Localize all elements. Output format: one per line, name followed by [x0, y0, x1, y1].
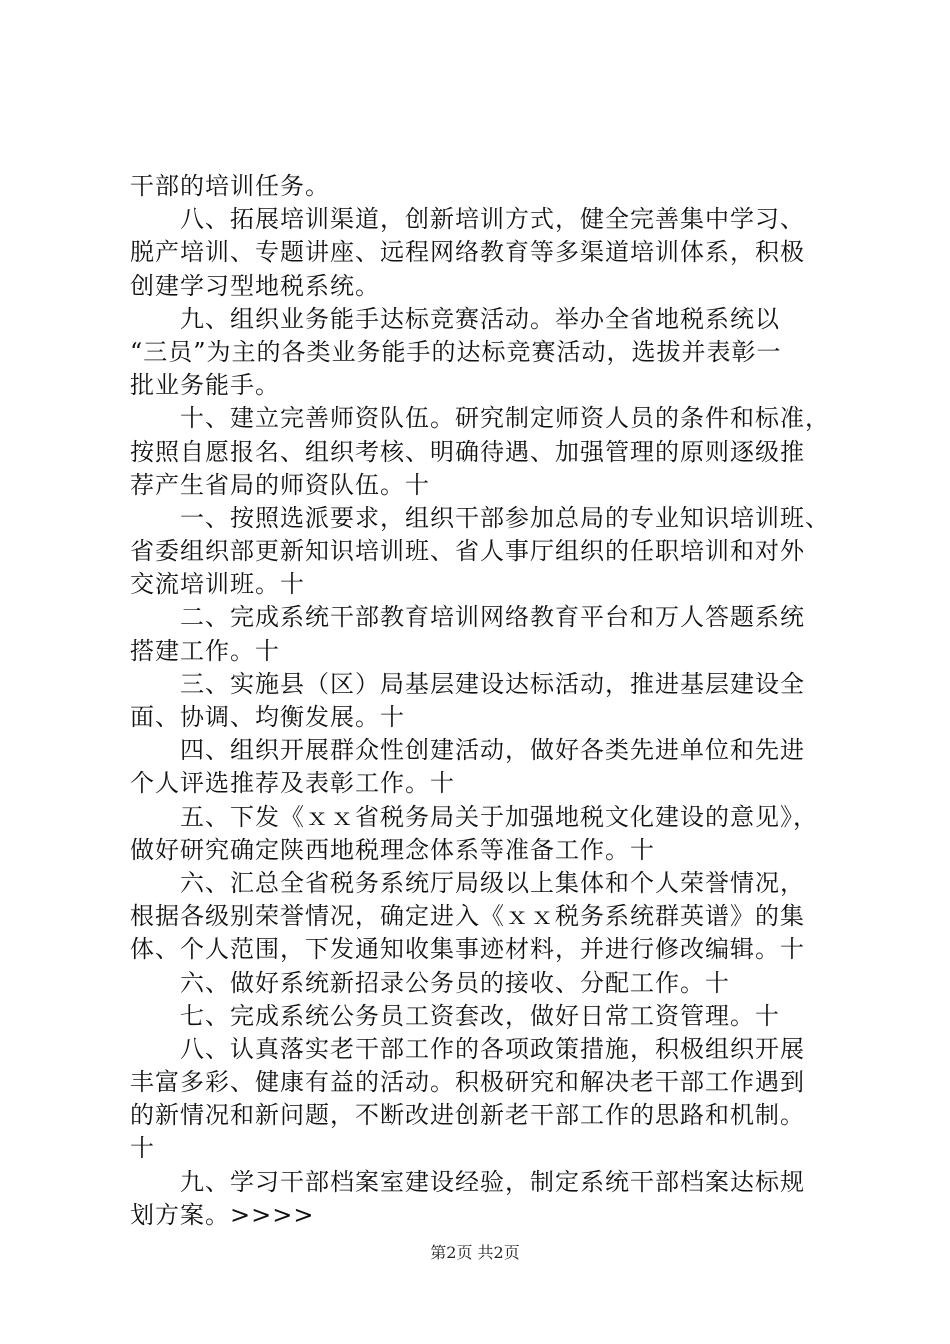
text-line: 划方案。>>>> [130, 1200, 315, 1229]
text-line: 八、认真落实老干部工作的各项政策措施，积极组织开展 [130, 1034, 805, 1063]
text-line: 三、实施县（区）局基层建设达标活动，推进基层建设全 [130, 669, 805, 698]
text-line: 脱产培训、专题讲座、远程网络教育等多渠道培训体系，积极 [130, 238, 805, 267]
text-line: 面、协调、均衡发展。十 [130, 703, 405, 731]
text-line: 干部的培训任务。 [130, 172, 330, 200]
text-line: 做好研究确定陕西地税理念体系等准备工作。十 [130, 835, 655, 864]
text-line: 个人评选推荐及表彰工作。十 [130, 769, 455, 798]
text-line: 二、完成系统干部教育培训网络教育平台和万人答题系统 [130, 603, 805, 632]
text-line: 的新情况和新问题，不断改进创新老干部工作的思路和机制。 [130, 1101, 805, 1130]
text-line: 交流培训班。十 [130, 570, 305, 599]
document-body [130, 170, 830, 1232]
text-line: 九、组织业务能手达标竞赛活动。举办全省地税系统以 [130, 304, 780, 333]
text-line: 九、学习干部档案室建设经验，制定系统干部档案达标规 [130, 1167, 805, 1196]
text-line: 五、下发《ｘｘ省税务局关于加强地税文化建设的意见》， [130, 802, 818, 831]
text-line: 七、完成系统公务员工资套改，做好日常工资管理。十 [130, 1001, 780, 1030]
text-line: 按照自愿报名、组织考核、明确待遇、加强管理的原则逐级推 [130, 437, 805, 466]
text-line: 六、汇总全省税务系统厅局级以上集体和个人荣誉情况， [130, 868, 805, 897]
text-line: “三员”为主的各类业务能手的达标竞赛活动，选拔并表彰一 [130, 337, 782, 366]
text-line: 丰富多彩、健康有益的活动。积极研究和解决老干部工作遇到 [130, 1068, 805, 1097]
text-line: 批业务能手。 [130, 371, 280, 400]
text-line: 荐产生省局的师资队伍。十 [130, 470, 430, 499]
text-line: 四、组织开展群众性创建活动，做好各类先进单位和先进 [130, 736, 805, 765]
text-line: 根据各级别荣誉情况，确定进入《ｘｘ税务系统群英谱》的集 [130, 902, 805, 931]
text-line: 十 [130, 1134, 155, 1163]
text-line: 八、拓展培训渠道，创新培训方式，健全完善集中学习、 [130, 205, 805, 234]
text-line: 十、建立完善师资队伍。研究制定师资人员的条件和标准， [130, 404, 830, 433]
text-line: 省委组织部更新知识培训班、省人事厅组织的任职培训和对外 [130, 537, 805, 566]
text-line: 体、个人范围，下发通知收集事迹材料，并进行修改编辑。十 [130, 935, 805, 964]
text-line: 一、按照选派要求，组织干部参加总局的专业知识培训班、 [130, 503, 830, 532]
page-footer: 第2页 共2页 [430, 1243, 520, 1262]
text-line: 创建学习型地税系统。 [130, 271, 380, 300]
text-line: 六、做好系统新招录公务员的接收、分配工作。十 [130, 968, 730, 997]
text-line: 搭建工作。十 [130, 636, 280, 665]
